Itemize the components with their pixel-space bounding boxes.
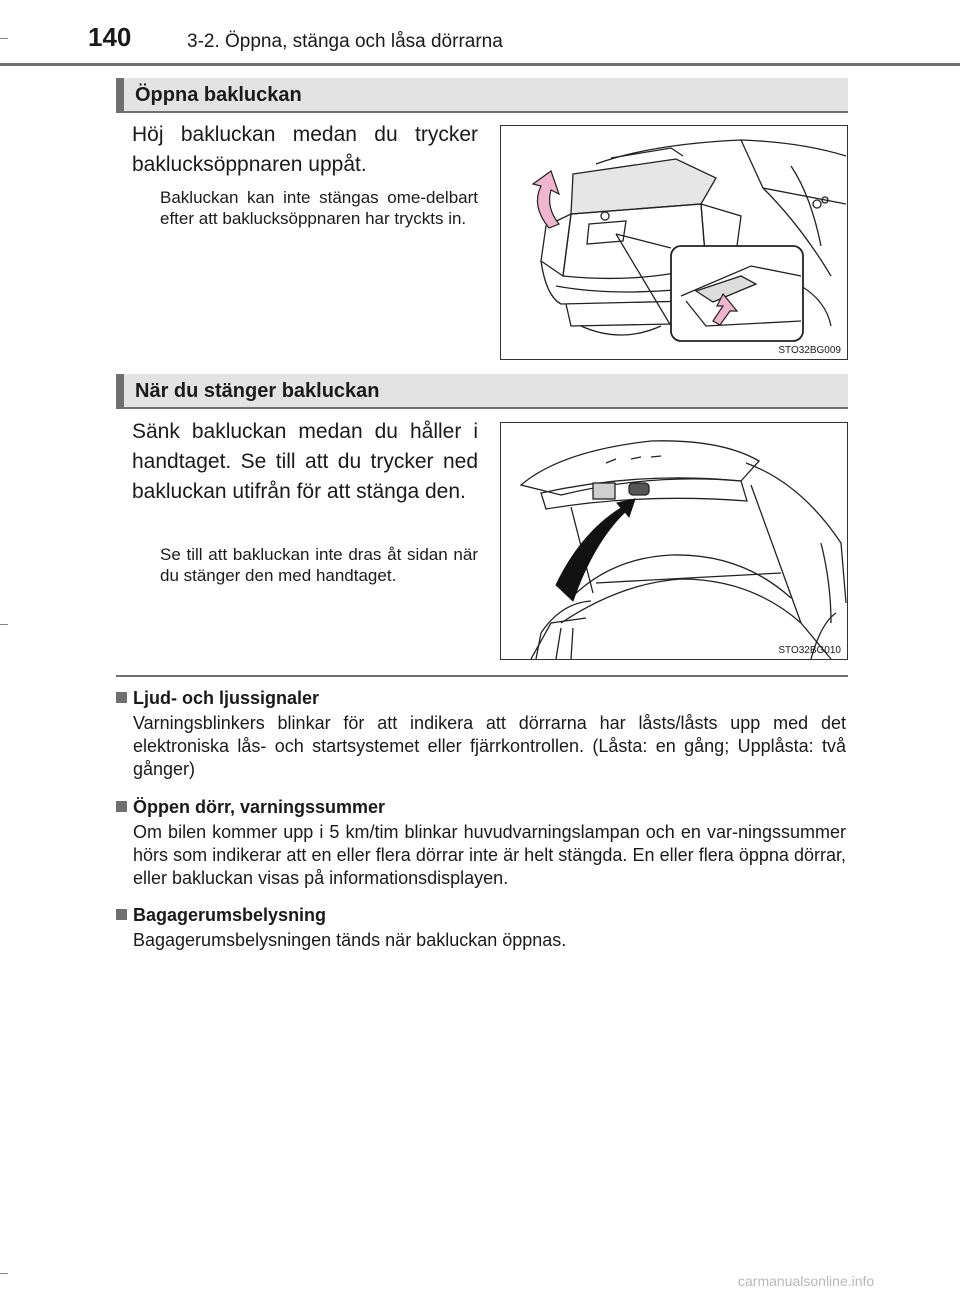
info-heading-text: Öppen dörr, varningssummer <box>133 797 386 817</box>
info-heading-text: Ljud- och ljussignaler <box>133 688 320 708</box>
car-rear-opener-illustration <box>501 126 847 359</box>
square-bullet-icon <box>116 801 127 812</box>
info-item <box>116 903 846 952</box>
figure-code: STO32BG009 <box>778 345 841 356</box>
figure-code: STO32BG010 <box>778 645 841 656</box>
info-item <box>116 686 846 781</box>
instruction-close: Sänk bakluckan medan du håller i handtaget. Se till att du trycker ned bakluckan utifrån för att stänga den. <box>132 420 478 503</box>
section-accent <box>116 78 124 113</box>
note-open: Bakluckan kan inte stängas ome-delbart efter att baklucksöppnaren har tryckts in. <box>160 188 478 228</box>
content-divider <box>116 675 848 677</box>
info-heading-text: Bagagerumsbelysning <box>133 905 327 925</box>
square-bullet-icon <box>116 909 127 920</box>
section-heading-open-tailgate <box>116 78 848 113</box>
watermark: carmanualsonline.info <box>738 1273 875 1289</box>
margin-tick <box>0 624 8 625</box>
info-body: Om bilen kommer upp i 5 km/tim blinkar huvudvarningslampan och en var-ningssummer hörs som indikerar att en eller flera dörrar inte är helt stängda. En eller flera öppna dörrar, eller bakluckan visas på informationsdisplayen. <box>133 822 846 888</box>
info-heading <box>116 903 846 927</box>
square-bullet-icon <box>116 692 127 703</box>
instruction-open: Höj bakluckan medan du trycker baklucksöppnaren uppåt. <box>132 123 478 176</box>
info-heading <box>116 686 846 710</box>
section-title: När du stänger bakluckan <box>135 380 380 402</box>
section-accent <box>116 374 124 409</box>
section-title: Öppna bakluckan <box>135 84 302 106</box>
info-item <box>116 795 846 890</box>
info-heading <box>116 795 846 819</box>
chapter-title: 3-2. Öppna, stänga och låsa dörrarna <box>187 31 503 52</box>
section-heading-close-tailgate <box>116 374 848 409</box>
margin-tick <box>0 38 8 39</box>
info-body: Bagagerumsbelysningen tänds när bakluckan öppnas. <box>133 930 567 950</box>
info-body: Varningsblinkers blinkar för att indikera att dörrarna har låsts/låsts upp med det elektroniska lås- och startsystemet eller fjärrkontrollen. (Låsta: en gång; Upplåsta: två gånger) <box>133 713 846 779</box>
figure-open-tailgate <box>500 125 848 360</box>
header-rule <box>0 63 960 66</box>
figure-close-tailgate <box>500 422 848 660</box>
page-number: 140 <box>88 22 132 52</box>
margin-tick <box>0 1273 8 1274</box>
open-tailgate-handle-illustration <box>501 423 847 659</box>
note-close: Se till att bakluckan inte dras åt sidan när du stänger den med handtaget. <box>160 545 478 585</box>
